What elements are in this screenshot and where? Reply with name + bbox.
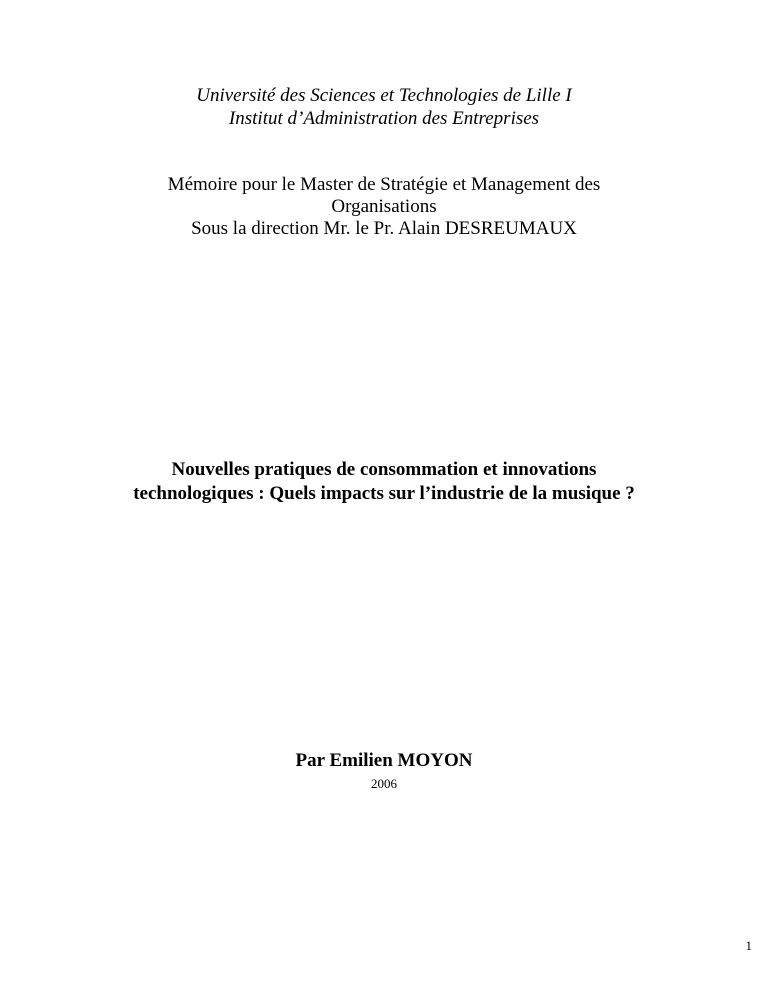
thesis-title-line-2: technologiques : Quels impacts sur l’industrie de la musique ? (133, 483, 635, 504)
university-name: Université des Sciences et Technologies de Lille I (196, 85, 572, 106)
memoire-line-1: Mémoire pour le Master de Stratégie et Management des (167, 174, 601, 195)
thesis-title-line-1: Nouvelles pratiques de consommation et innovations (171, 459, 597, 480)
memoire-supervisor: Sous la direction Mr. le Pr. Alain DESREUMAUX (191, 218, 577, 239)
author-byline: Par Emilien MOYON (295, 750, 473, 771)
institution-block (0, 84, 768, 130)
institute-name: Institut d’Administration des Entreprises (228, 108, 540, 129)
memoire-line-2: Organisations (331, 196, 437, 217)
thesis-title (0, 458, 768, 506)
memoire-block (0, 174, 768, 240)
page-number: 1 (745, 938, 752, 953)
publication-year: 2006 (371, 776, 397, 791)
